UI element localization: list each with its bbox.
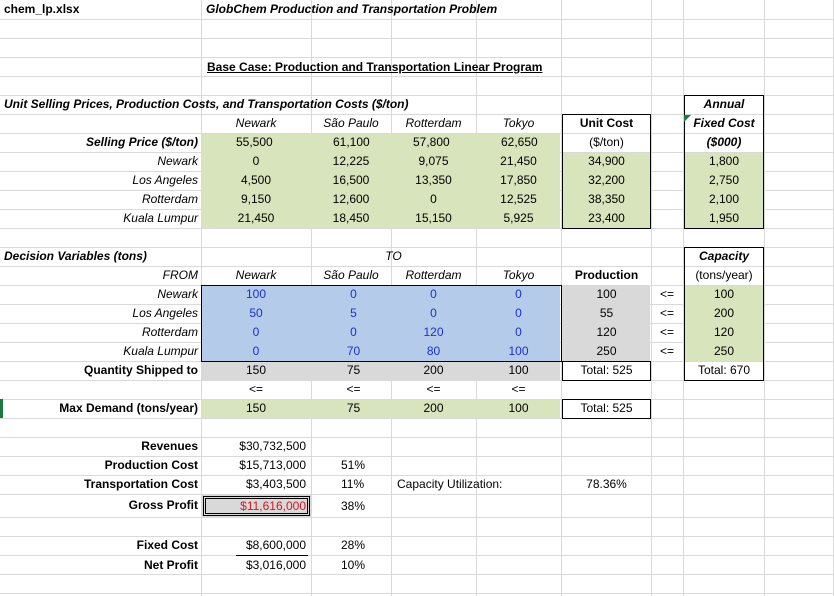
capacity-total[interactable]: Total: 670 bbox=[697, 363, 751, 377]
dest-header-newark: Newark bbox=[235, 268, 277, 282]
unit-cost-cell[interactable]: 32,200 bbox=[588, 173, 625, 187]
fixed-cost-header-1: Annual bbox=[703, 97, 745, 111]
production-header: Production bbox=[574, 268, 639, 282]
dest-header-sao-paulo: São Paulo bbox=[323, 268, 379, 282]
transport-cost-value[interactable]: $3,403,500 bbox=[245, 477, 306, 491]
production-cell[interactable]: 120 bbox=[596, 325, 617, 339]
capacity-utilization-value[interactable]: 78.36% bbox=[586, 477, 627, 491]
capacity-cell[interactable]: 120 bbox=[713, 325, 735, 339]
production-total[interactable]: Total: 525 bbox=[580, 363, 633, 377]
base-case-title: Base Case: Production and Transportation Linear Program bbox=[207, 60, 543, 74]
cost-cell[interactable]: 21,450 bbox=[500, 154, 537, 168]
plant-label-kuala-lumpur: Kuala Lumpur bbox=[123, 211, 198, 225]
revenues-label: Revenues bbox=[141, 439, 198, 453]
production-cost-label: Production Cost bbox=[104, 458, 198, 472]
constraint-operator: <= bbox=[659, 306, 674, 320]
shipped-cell[interactable]: 100 bbox=[508, 363, 529, 377]
max-demand-label: Max Demand (tons/year) bbox=[59, 401, 198, 415]
unit-cost-units: ($/ton) bbox=[589, 135, 624, 149]
gridline bbox=[0, 494, 834, 495]
fixed-cost-cell[interactable]: 1,800 bbox=[708, 154, 740, 168]
fixed-cost-header-2: Fixed Cost bbox=[693, 116, 755, 130]
shipped-cell[interactable]: 75 bbox=[346, 363, 361, 377]
selling-price-cell[interactable]: 61,100 bbox=[333, 135, 370, 149]
production-cost-pct[interactable]: 51% bbox=[341, 458, 366, 472]
decision-section-title: Decision Variables (tons) bbox=[4, 249, 147, 263]
unit-cost-cell[interactable]: 38,350 bbox=[588, 192, 625, 206]
cost-cell[interactable]: 9,150 bbox=[240, 192, 272, 206]
production-cell[interactable]: 250 bbox=[596, 344, 617, 358]
filename: chem_lp.xlsx bbox=[4, 2, 80, 16]
gridline bbox=[0, 19, 834, 20]
fixed-cost-cell[interactable]: 2,750 bbox=[708, 173, 740, 187]
shipment-input[interactable]: 0 bbox=[350, 287, 357, 301]
production-cell[interactable]: 55 bbox=[599, 306, 614, 320]
dest-header-newark: Newark bbox=[235, 116, 277, 130]
demand-operator: <= bbox=[346, 382, 361, 396]
shipped-cell[interactable]: 200 bbox=[423, 363, 444, 377]
selling-price-cell[interactable]: 55,500 bbox=[236, 135, 273, 149]
cost-cell[interactable]: 5,925 bbox=[503, 211, 534, 225]
production-cost-value[interactable]: $15,713,000 bbox=[239, 458, 306, 472]
cost-cell[interactable]: 0 bbox=[252, 154, 260, 168]
demand-operator: <= bbox=[426, 382, 441, 396]
dest-header-rotterdam: Rotterdam bbox=[405, 268, 462, 282]
cost-cell[interactable]: 12,600 bbox=[332, 192, 370, 206]
shipment-input[interactable]: 100 bbox=[508, 344, 529, 358]
shipment-input[interactable]: 0 bbox=[430, 287, 437, 301]
dest-header-tokyo: Tokyo bbox=[502, 268, 535, 282]
plant-label-rotterdam: Rotterdam bbox=[141, 192, 198, 206]
plant-label-newark: Newark bbox=[157, 154, 198, 168]
prices-section-title: Unit Selling Prices, Production Costs, and Transportation Costs ($/ton) bbox=[4, 97, 409, 111]
gross-profit-label: Gross Profit bbox=[128, 498, 198, 512]
cost-cell[interactable]: 0 bbox=[430, 192, 437, 206]
gridline bbox=[0, 418, 834, 419]
shipment-input[interactable]: 0 bbox=[515, 287, 522, 301]
constraint-operator: <= bbox=[659, 287, 674, 301]
shipment-input[interactable]: 100 bbox=[245, 287, 267, 301]
gross-profit-pct[interactable]: 38% bbox=[341, 499, 366, 513]
shipment-input[interactable]: 70 bbox=[346, 344, 361, 358]
shipment-input[interactable]: 5 bbox=[350, 306, 357, 320]
revenues-value[interactable]: $30,732,500 bbox=[239, 439, 306, 453]
fixed-cost-label: Fixed Cost bbox=[136, 538, 198, 552]
shipment-input[interactable]: 0 bbox=[252, 344, 260, 358]
cost-cell[interactable]: 12,225 bbox=[332, 154, 370, 168]
selling-price-label: Selling Price ($/ton) bbox=[85, 135, 198, 149]
cost-cell[interactable]: 15,150 bbox=[415, 211, 452, 225]
selling-price-cell[interactable]: 62,650 bbox=[501, 135, 538, 149]
shipment-input[interactable]: 0 bbox=[252, 325, 260, 339]
gridline bbox=[764, 0, 765, 596]
shipment-input[interactable]: 0 bbox=[515, 325, 522, 339]
shipment-input[interactable]: 0 bbox=[430, 306, 437, 320]
max-demand-cell[interactable]: 200 bbox=[423, 401, 444, 415]
gross-profit-value[interactable]: $11,616,000 bbox=[240, 499, 306, 513]
cost-cell[interactable]: 12,525 bbox=[500, 192, 537, 206]
net-profit-value[interactable]: $3,016,000 bbox=[245, 558, 306, 572]
shipment-input[interactable]: 50 bbox=[249, 306, 263, 320]
demand-operator: <= bbox=[248, 382, 263, 396]
demand-operator: <= bbox=[511, 382, 526, 396]
shipment-input[interactable]: 120 bbox=[423, 325, 444, 339]
fixed-cost-value[interactable]: $8,600,000 bbox=[245, 538, 306, 552]
capacity-utilization-label: Capacity Utilization: bbox=[397, 477, 503, 491]
max-demand-cell[interactable]: 150 bbox=[245, 401, 267, 415]
to-label: TO bbox=[385, 249, 402, 263]
net-profit-pct[interactable]: 10% bbox=[341, 558, 366, 572]
unit-cost-cell[interactable]: 23,400 bbox=[588, 211, 625, 225]
fixed-cost-units: ($000) bbox=[706, 135, 742, 149]
production-cell[interactable]: 100 bbox=[596, 287, 617, 301]
from-label-newark: Newark bbox=[157, 287, 198, 301]
cost-cell[interactable]: 9,075 bbox=[418, 154, 449, 168]
gridline bbox=[0, 517, 834, 518]
shipment-input[interactable]: 0 bbox=[515, 306, 522, 320]
shipped-cell[interactable]: 150 bbox=[245, 363, 267, 377]
selling-price-cell[interactable]: 57,800 bbox=[413, 135, 450, 149]
cost-cell[interactable]: 21,450 bbox=[237, 211, 275, 225]
cost-cell[interactable]: 16,500 bbox=[332, 173, 370, 187]
transport-cost-pct[interactable]: 11% bbox=[341, 477, 365, 491]
cost-cell[interactable]: 18,450 bbox=[332, 211, 370, 225]
net-profit-label: Net Profit bbox=[144, 558, 198, 572]
from-label: FROM bbox=[162, 268, 198, 282]
dest-header-rotterdam: Rotterdam bbox=[405, 116, 462, 130]
constraint-operator: <= bbox=[659, 344, 674, 358]
capacity-units: (tons/year) bbox=[695, 268, 753, 282]
max-demand-cell[interactable]: 100 bbox=[508, 401, 529, 415]
cost-cell[interactable]: 17,850 bbox=[500, 173, 537, 187]
transport-cost-label: Transportation Cost bbox=[83, 477, 198, 491]
dest-header-sao-paulo: São Paulo bbox=[323, 116, 379, 130]
cost-cell[interactable]: 13,350 bbox=[415, 173, 452, 187]
gridline bbox=[0, 593, 834, 594]
capacity-cell[interactable]: 200 bbox=[713, 306, 735, 320]
fixed-cost-pct[interactable]: 28% bbox=[341, 538, 366, 552]
gridline bbox=[0, 38, 834, 39]
cost-cell[interactable]: 4,500 bbox=[240, 173, 272, 187]
fixed-cost-cell[interactable]: 1,950 bbox=[708, 211, 740, 225]
shipped-label: Quantity Shipped to bbox=[84, 363, 198, 377]
plant-label-los-angeles: Los Angeles bbox=[132, 173, 198, 187]
demand-total[interactable]: Total: 525 bbox=[580, 401, 633, 415]
problem-title: GlobChem Production and Transportation Problem bbox=[206, 2, 498, 16]
capacity-header: Capacity bbox=[698, 249, 750, 263]
shipment-input[interactable]: 0 bbox=[350, 325, 357, 339]
shipment-input[interactable]: 80 bbox=[426, 344, 441, 358]
unit-cost-cell[interactable]: 34,900 bbox=[588, 154, 625, 168]
constraint-operator: <= bbox=[659, 325, 674, 339]
from-label-los-angeles: Los Angeles bbox=[132, 306, 198, 320]
from-label-rotterdam: Rotterdam bbox=[141, 325, 198, 339]
capacity-cell[interactable]: 250 bbox=[713, 344, 735, 358]
capacity-cell[interactable]: 100 bbox=[713, 287, 735, 301]
dest-header-tokyo: Tokyo bbox=[502, 116, 535, 130]
unit-cost-header: Unit Cost bbox=[579, 116, 634, 130]
from-label-kuala-lumpur: Kuala Lumpur bbox=[123, 344, 198, 358]
fixed-cost-cell[interactable]: 2,100 bbox=[708, 192, 740, 206]
max-demand-cell[interactable]: 75 bbox=[346, 401, 361, 415]
